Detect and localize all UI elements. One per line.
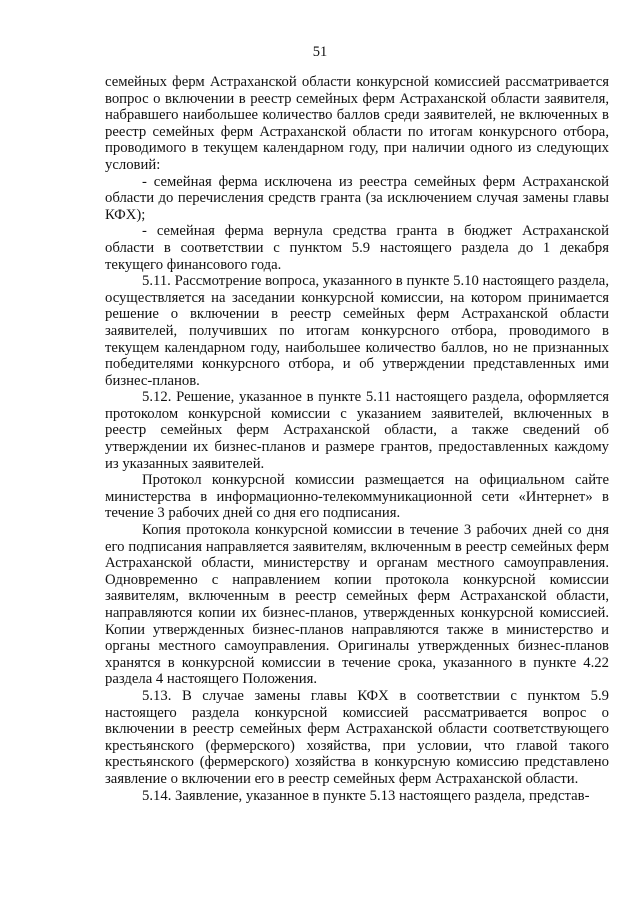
paragraph-5-12: 5.12. Решение, указанное в пункте 5.11 настоящего раздела, оформляется протоколом конкурсной комиссии с указанием заявителей, включенных в реестр семейных ферм Астраханской области, а также сведений об утверждении их бизнес-планов и размере грантов, предоставленных каждому из указанных заявителей. — [105, 389, 609, 472]
paragraph-protocol-copy: Копия протокола конкурсной комиссии в течение 3 рабочих дней со дня его подписания направляется заявителям, включенным в реестр семейных ферм Астраханской области, министерству и органам местного самоуправления. Одновременно с направлением копии протокола конкурсной комиссии заявителям, включенным в реестр семейных ферм Астраханской области, направляются копии их бизнес-планов, утвержденных конкурсной комиссией. Копии утвержденных бизнес-планов направляются также в министерство и органы местного самоуправления. Оригиналы утвержденных бизнес-планов хранятся в конкурсной комиссии в течение срока, указанного в пункте 4.22 раздела 4 настоящего Положения. — [105, 522, 609, 688]
page-number: 51 — [312, 44, 328, 60]
paragraph-condition-excluded: - семейная ферма исключена из реестра семейных ферм Астраханской области до перечисления средств гранта (за исключением случая замены главы КФХ); — [105, 173, 609, 223]
paragraph-continuation: семейных ферм Астраханской области конкурсной комиссией рассматривается вопрос о включении в реестр семейных ферм Астраханской области заявителя, набравшего наибольшее количество баллов среди заявителей, не включенных в реестр семейных ферм Астраханской области по итогам конкурсного отбора, проводимого в текущем календарном году, при наличии одного из следующих условий: — [105, 74, 609, 173]
paragraph-5-13: 5.13. В случае замены главы КФХ в соответствии с пунктом 5.9 настоящего раздела конкурсной комиссией рассматривается вопрос о включении в реестр семейных ферм Астраханской области соответствующего крестьянского (фермерского) хозяйства, при условии, что главой такого крестьянского (фермерского) хозяйства в конкурсную комиссию представлено заявление о включении его в реестр семейных ферм Астраханской области. — [105, 687, 609, 787]
paragraph-5-14: 5.14. Заявление, указанное в пункте 5.13 настоящего раздела, представ- — [142, 787, 590, 804]
document-body — [105, 74, 609, 804]
paragraph-condition-returned: - семейная ферма вернула средства гранта в бюджет Астраханской области в соответствии с пунктом 5.9 настоящего раздела до 1 декабря текущего финансового года. — [105, 223, 609, 273]
paragraph-5-11: 5.11. Рассмотрение вопроса, указанного в пункте 5.10 настоящего раздела, осуществляется на заседании конкурсной комиссии, на котором принимается решение о включении в реестр семейных ферм Астраханской области заявителей, получивших по итогам конкурсного отбора, проводимого в текущем календарном году, наибольшее количество баллов, но не признанных победителями конкурсного отбора, и об утверждении представленных ими бизнес-планов. — [105, 273, 609, 389]
paragraph-protocol-publication: Протокол конкурсной комиссии размещается на официальном сайте министерства в информационно-телекоммуникационной сети «Интернет» в течение 3 рабочих дней со дня его подписания. — [105, 472, 609, 522]
